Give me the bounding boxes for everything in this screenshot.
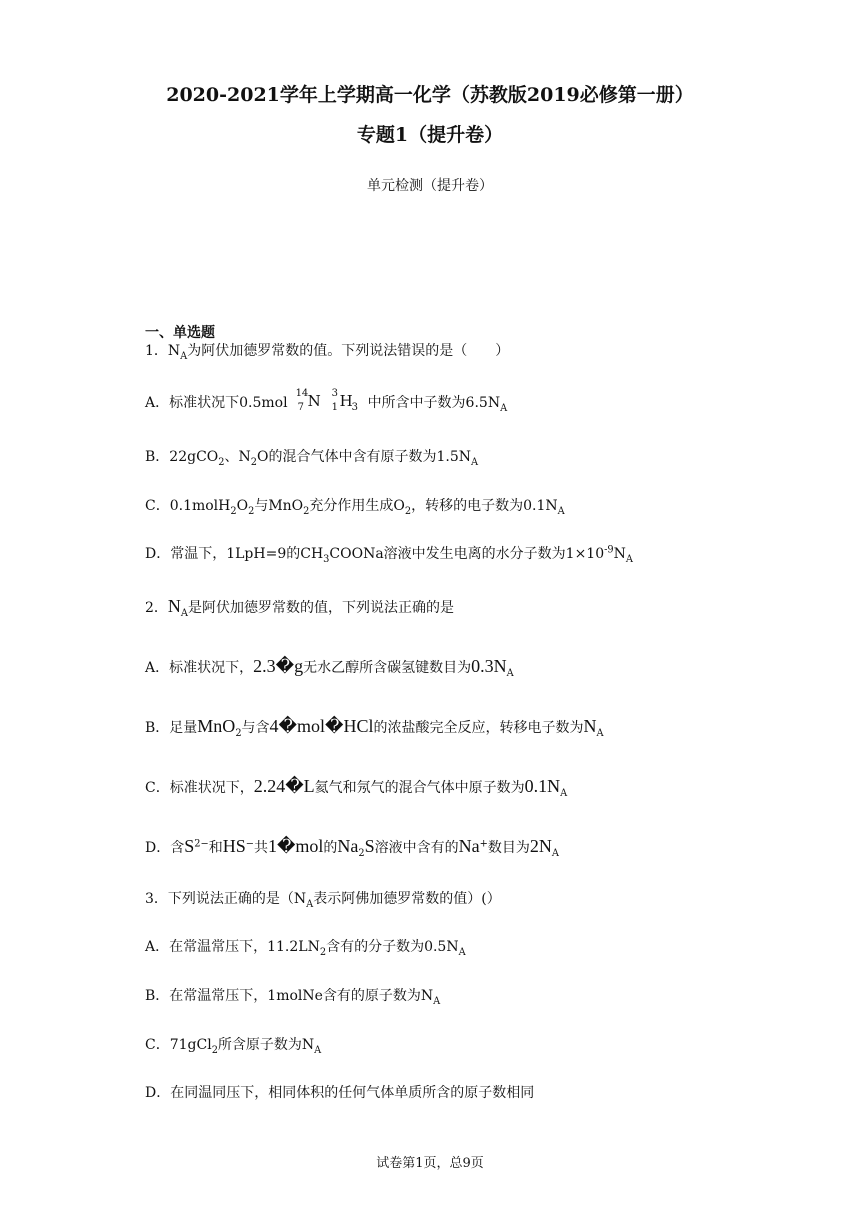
- page-subtitle: 单元检测（提升卷）: [367, 178, 493, 194]
- page-footer: 试卷第1页，总9页: [376, 1156, 484, 1171]
- nuclide-n14: 14 7 N: [295, 388, 321, 413]
- question-1-option-c: C．$0.1molH_2O_2$与MnO$_2$充分作用生成$O_2$，转移的电子数为$0.1N_A$: [145, 498, 565, 517]
- question-3-stem: 3．下列说法正确的是（$N_A$表示阿佛加德罗常数的值）(）: [145, 891, 501, 910]
- question-3-option-d: D．在同温同压下，相同体积的任何气体单质所含的原子数相同: [145, 1085, 535, 1101]
- question-1-option-d: D．常温下，1LpH=9的$CH_3COONa$溶液中发生电离的水分子数为$1\times 10^{-9}N_A$: [145, 544, 633, 565]
- nuclide-h3: 3 1 H 3: [331, 388, 358, 413]
- question-3-option-b: B．在常温常压下，1molNe含有的原子数为$N_A$: [145, 988, 441, 1007]
- question-3-option-a: A．在常温常压下，$11.2LN_2$含有的分子数为$0.5N_A$: [145, 939, 466, 958]
- page-subtitle-main: 专题1（提升卷）: [356, 124, 504, 146]
- page-title: 2020-2021学年上学期高一化学（苏教版2019必修第一册）: [166, 84, 694, 106]
- question-1-option-b: B．22gCO$_2$、$N_2O$的混合气体中含有原子数为$1.5N_A$: [145, 449, 479, 468]
- question-2-option-d: D．含$S^{2-}$和HS−共1�mol的$Na_2S$溶液中含有的Na+数目为$2N_A$: [145, 836, 559, 859]
- question-1-option-a: A．标准状况下0.5mol 14 7 N 3 1 H 3 中所含中子数为$6.5N_A$: [145, 388, 508, 414]
- question-3-option-c: C．71gCl$_2$所含原子数为$N_A$: [145, 1037, 322, 1056]
- question-2-stem: 2．$N_A$是阿伏加德罗常数的值，下列说法正确的是: [145, 596, 454, 619]
- question-2-option-c: C．标准状况下，2.24�L氦气和氖气的混合气体中原子数为$0.1N_A$: [145, 776, 568, 799]
- question-1-stem: 1．$N_A$为阿伏加德罗常数的值。下列说法错误的是（ ）: [145, 343, 510, 362]
- section-heading: 一、单选题: [145, 325, 215, 341]
- question-2-option-a: A．标准状况下，2.3�g无水乙醇所含碳氢键数目为$0.3N_A$: [145, 656, 514, 679]
- question-2-option-b: B．足量MnO$_2$与含4�mol�HCl的浓盐酸完全反应，转移电子数为$N_A$: [145, 716, 604, 739]
